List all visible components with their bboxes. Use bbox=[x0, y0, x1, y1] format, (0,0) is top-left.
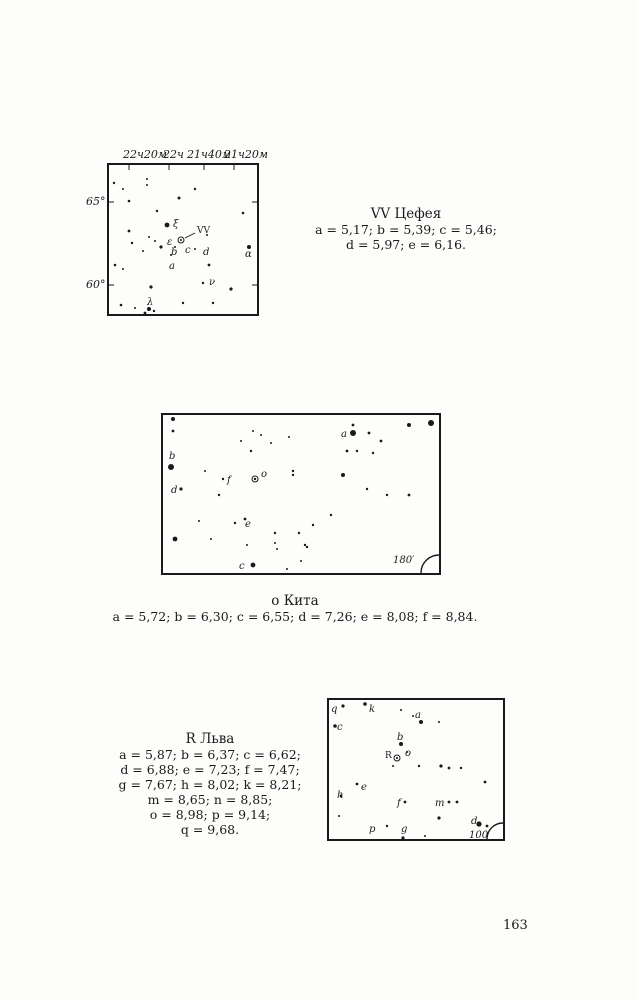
star bbox=[260, 434, 262, 436]
star bbox=[456, 801, 459, 804]
star-label: R bbox=[385, 751, 392, 761]
star bbox=[144, 312, 147, 314]
star bbox=[120, 304, 123, 307]
star bbox=[131, 242, 133, 244]
star bbox=[276, 548, 278, 550]
star bbox=[173, 537, 178, 542]
scale-arc bbox=[421, 555, 439, 573]
star bbox=[274, 542, 276, 544]
star-label: ε bbox=[167, 237, 173, 248]
star bbox=[146, 184, 148, 186]
star bbox=[194, 188, 196, 190]
star-label: f bbox=[397, 798, 401, 809]
star bbox=[380, 440, 383, 443]
o-ceti-caption bbox=[80, 594, 510, 624]
star bbox=[229, 287, 232, 290]
o-ceti-star-field bbox=[163, 415, 439, 573]
r-leonis-star-field bbox=[329, 700, 503, 839]
star bbox=[122, 188, 124, 190]
page-number: 163 bbox=[503, 918, 528, 933]
caption-line: g = 7,67; h = 8,02; k = 8,21; bbox=[118, 777, 302, 792]
star bbox=[114, 264, 117, 267]
star-label: b bbox=[171, 247, 178, 258]
star bbox=[172, 430, 175, 433]
star-label: α bbox=[245, 249, 252, 260]
star-label: a bbox=[169, 261, 175, 272]
f-star bbox=[404, 801, 407, 804]
xi-star bbox=[165, 223, 170, 228]
star-label: e bbox=[361, 782, 367, 793]
star bbox=[250, 450, 252, 452]
star-label: d bbox=[171, 485, 178, 496]
star-label: VV bbox=[197, 226, 210, 236]
d-star bbox=[179, 487, 182, 490]
star bbox=[246, 544, 248, 546]
star bbox=[460, 767, 462, 769]
star bbox=[234, 522, 236, 524]
o-ceti-star-chart bbox=[161, 413, 441, 575]
star bbox=[153, 310, 155, 312]
b-star bbox=[168, 464, 174, 470]
star bbox=[210, 538, 212, 540]
caption-line: o = 8,98; p = 9,14; bbox=[149, 807, 271, 822]
star bbox=[300, 560, 302, 562]
star bbox=[208, 264, 211, 267]
star bbox=[368, 432, 371, 435]
star-label: a bbox=[341, 429, 347, 440]
star-label: o bbox=[261, 469, 268, 480]
c-star bbox=[251, 563, 256, 568]
caption-line: m = 8,65; n = 8,85; bbox=[147, 792, 273, 807]
star bbox=[212, 302, 214, 304]
star-label: g bbox=[401, 824, 408, 835]
star bbox=[134, 307, 136, 309]
star bbox=[159, 245, 162, 248]
star bbox=[448, 767, 451, 770]
vv-cephei-star-chart bbox=[107, 163, 259, 316]
star bbox=[439, 764, 442, 767]
star-label: e bbox=[245, 519, 251, 530]
star-label: b bbox=[397, 732, 404, 743]
vv-cephei-caption bbox=[296, 207, 516, 252]
star bbox=[154, 240, 156, 242]
star bbox=[242, 212, 245, 215]
star bbox=[286, 568, 288, 570]
ra-tick-label: 21ч20м bbox=[224, 148, 268, 161]
vv-cephei-star-center bbox=[180, 239, 182, 241]
star bbox=[218, 494, 220, 496]
q-star bbox=[341, 704, 344, 707]
a-star bbox=[350, 430, 356, 436]
dec-tick-label: 60° bbox=[86, 278, 106, 291]
star bbox=[128, 230, 131, 233]
caption-line: d = 6,88; e = 7,23; f = 7,47; bbox=[120, 762, 300, 777]
r-leonis-caption bbox=[100, 732, 320, 837]
vv-cephei-star-field bbox=[109, 165, 257, 314]
star bbox=[352, 424, 355, 427]
star-label: a bbox=[415, 710, 421, 721]
star bbox=[146, 178, 148, 180]
star bbox=[366, 488, 368, 490]
star bbox=[202, 282, 204, 284]
star bbox=[122, 268, 124, 270]
star bbox=[274, 532, 276, 534]
star bbox=[240, 440, 242, 442]
star bbox=[113, 182, 115, 184]
star bbox=[408, 494, 411, 497]
r-leonis-star-center bbox=[396, 757, 398, 759]
star bbox=[292, 470, 294, 472]
ra-tick-label: 21ч40м bbox=[187, 148, 231, 161]
g-star bbox=[401, 836, 404, 839]
m-star bbox=[448, 801, 451, 804]
ra-tick-label: 22ч bbox=[163, 148, 184, 161]
star bbox=[484, 781, 487, 784]
star bbox=[149, 285, 152, 288]
star bbox=[372, 452, 374, 454]
caption-line: q = 9,68. bbox=[180, 822, 240, 837]
star-label: d bbox=[471, 816, 478, 827]
star-label: ξ bbox=[173, 219, 179, 230]
caption-line: a = 5,17; b = 5,39; c = 5,46; bbox=[315, 222, 497, 237]
r-leonis-star-chart bbox=[327, 698, 505, 841]
star bbox=[292, 474, 294, 476]
star-label: h bbox=[337, 790, 344, 801]
star-label: λ bbox=[147, 297, 154, 308]
star bbox=[437, 816, 440, 819]
star-label: d bbox=[203, 247, 210, 258]
star-label: c bbox=[337, 722, 343, 733]
caption-title: o Кита bbox=[271, 593, 319, 609]
star bbox=[438, 721, 440, 723]
ra-tick-label: 22ч20м bbox=[123, 148, 167, 161]
star bbox=[148, 236, 150, 238]
caption-line: a = 5,72; b = 6,30; c = 6,55; d = 7,26; e = 8,08; f = 8,84. bbox=[112, 609, 478, 624]
star bbox=[392, 765, 394, 767]
star bbox=[178, 197, 181, 200]
vv-pointer-arrow bbox=[185, 233, 195, 238]
p-star bbox=[386, 825, 388, 827]
caption-title: VV Цефея bbox=[370, 206, 442, 222]
star-label: q bbox=[331, 704, 338, 715]
star bbox=[270, 442, 272, 444]
star bbox=[182, 302, 184, 304]
star bbox=[304, 544, 306, 546]
star bbox=[128, 200, 131, 203]
star bbox=[341, 473, 345, 477]
star-label: c bbox=[239, 561, 245, 572]
star bbox=[298, 532, 300, 534]
star bbox=[412, 715, 414, 717]
scale-label: 100′ bbox=[469, 830, 491, 839]
star-label: ν bbox=[209, 277, 216, 288]
star bbox=[424, 835, 426, 837]
caption-line: a = 5,87; b = 6,37; c = 6,62; bbox=[119, 747, 301, 762]
star bbox=[418, 765, 420, 767]
star-label: o bbox=[405, 748, 412, 759]
star bbox=[356, 450, 358, 452]
o-ceti-star-center bbox=[254, 478, 256, 480]
dec-tick-label: 65° bbox=[86, 195, 106, 208]
star bbox=[407, 423, 411, 427]
star bbox=[222, 478, 224, 480]
star bbox=[312, 524, 314, 526]
star-label: m bbox=[435, 798, 445, 809]
star bbox=[306, 546, 308, 548]
star-label: b bbox=[169, 451, 176, 462]
star bbox=[194, 248, 196, 250]
star bbox=[338, 815, 340, 817]
star bbox=[156, 210, 158, 212]
star bbox=[400, 709, 402, 711]
star-label: p bbox=[369, 824, 376, 835]
star bbox=[204, 470, 206, 472]
caption-title: R Льва bbox=[185, 731, 235, 747]
star-label: f bbox=[227, 475, 231, 486]
star bbox=[486, 825, 489, 828]
star bbox=[252, 430, 254, 432]
star bbox=[330, 514, 332, 516]
star bbox=[198, 520, 200, 522]
star-label: c bbox=[185, 245, 191, 256]
e-star bbox=[356, 783, 359, 786]
k-star bbox=[363, 702, 367, 706]
scale-label: 180′ bbox=[393, 555, 415, 566]
star bbox=[346, 450, 349, 453]
star bbox=[428, 420, 434, 426]
star-label: k bbox=[369, 704, 376, 715]
star bbox=[171, 417, 175, 421]
star bbox=[288, 436, 290, 438]
star bbox=[142, 250, 144, 252]
caption-line: d = 5,97; e = 6,16. bbox=[345, 237, 467, 252]
star bbox=[386, 494, 388, 496]
